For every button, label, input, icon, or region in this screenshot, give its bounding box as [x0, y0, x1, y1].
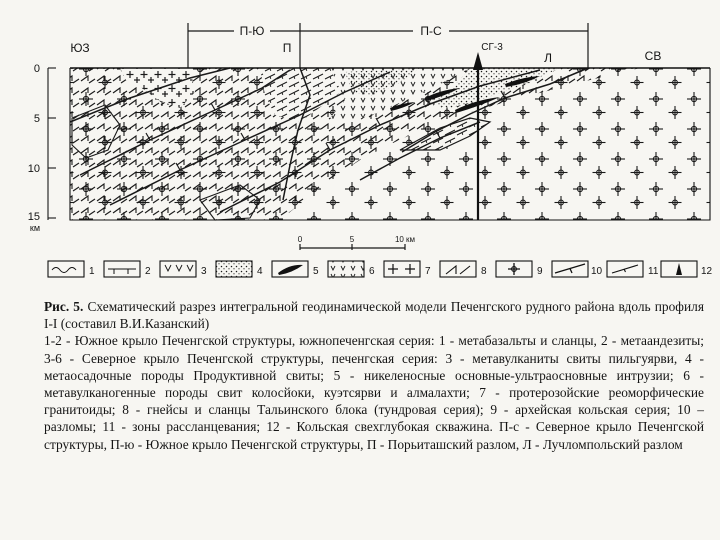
legend-number: 7 — [425, 266, 431, 277]
legend — [48, 261, 713, 277]
scale-bar — [298, 235, 415, 250]
legend-number: 11 — [648, 266, 659, 277]
scale-tick: 10 км — [394, 235, 416, 244]
scale-tick: 5 — [349, 235, 355, 244]
legend-number: 5 — [313, 266, 319, 277]
fault-p-label: П — [282, 41, 292, 55]
depth-tick: 5 — [33, 113, 40, 125]
cross-section — [70, 52, 710, 220]
profile-header — [70, 23, 661, 68]
depth-unit: км — [29, 223, 40, 233]
legend-number: 8 — [481, 266, 487, 277]
figure-caption — [44, 298, 704, 453]
legend-number: 10 — [591, 266, 603, 277]
borehole-label: СГ-3 — [481, 42, 503, 53]
legend-number: 6 — [369, 266, 375, 277]
legend-number: 3 — [201, 266, 207, 277]
legend-number: 2 — [145, 266, 151, 277]
direction-ne-label: СВ — [644, 49, 662, 63]
legend-number: 9 — [537, 266, 543, 277]
scale-tick: 0 — [297, 235, 303, 244]
caption-body: 1-2 - Южное крыло Печенгской структуры, южнопеченгская серия: 1 - метабазальты и сланцы, 2 - метаандезиты; 3-6 - Северное крыло Печенгской структуры, печенгская серия: 3 - метавулканиты свиты пильгуярви, 4 - метаосадочные породы Продуктивной свиты; 5 - никеленосные основные-ультраосновные интрузии; 6 - метавулканогенные породы свит колосйоки, куэтсярви и алмалахти; 7 - протерозойские реоморфические гранитоиды; 8 - гнейсы и сланцы Тальинского блока (тундровая серия); 9 - архейская кольская серия; 10 – разломы; 11 - зоны рассланцевания; 12 - Кольская свехглубокая скважина. П-с - Северное крыло Печенгской структуры, П-ю - Южное крыло Печенгской структуры, П - Порьиташский разлом, Л - Лучломпольский разлом — [44, 333, 704, 452]
direction-sw-label: ЮЗ — [70, 41, 90, 55]
zone-south-label: П-Ю — [239, 24, 265, 38]
depth-tick: 15 — [27, 211, 40, 223]
legend-number: 12 — [701, 266, 713, 277]
legend-number: 4 — [257, 266, 263, 277]
caption-figure-label: Рис. 5. — [44, 299, 84, 314]
depth-axis — [28, 63, 56, 233]
fault-l-label: Л — [544, 51, 552, 65]
depth-tick: 0 — [33, 63, 40, 75]
depth-tick: 10 — [27, 163, 40, 175]
zone-north-label: П-С — [420, 24, 442, 38]
legend-number: 1 — [89, 266, 95, 277]
caption-title: Схематический разрез интегральной геодинамической модели Печенгского рудного района вдоль профиля I-I (составил В.И.Казанский) — [44, 299, 704, 332]
